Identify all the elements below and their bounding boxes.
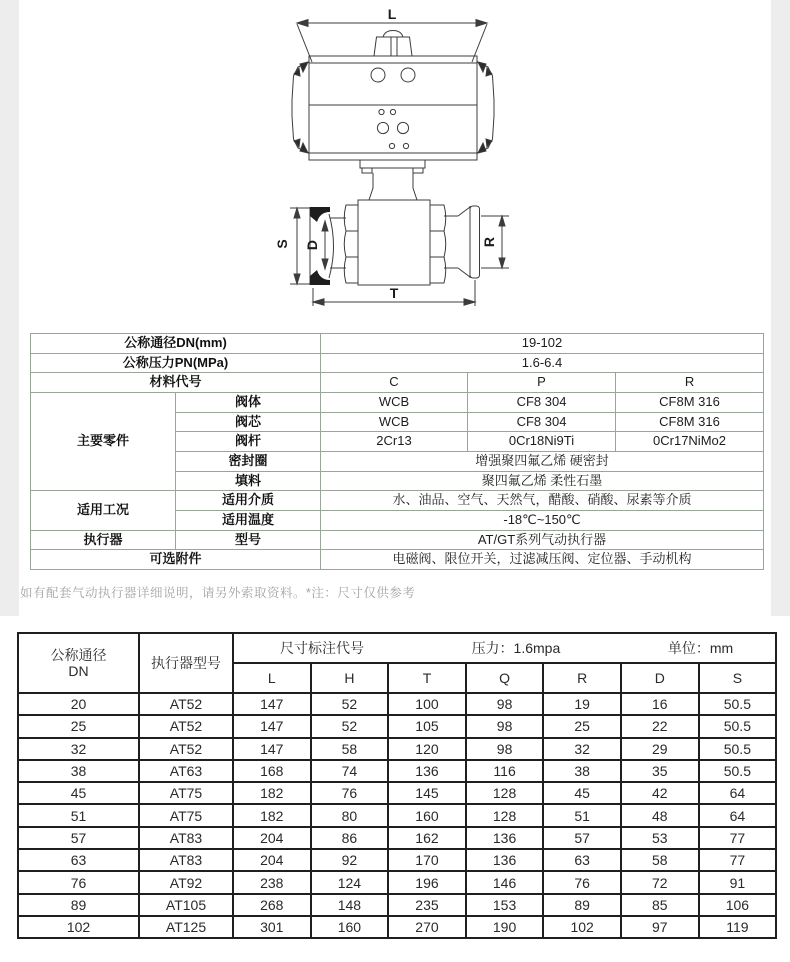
table-cell: 170 [388, 849, 466, 871]
table-cell: 57 [18, 827, 139, 849]
table-cell: 29 [621, 738, 699, 760]
table-cell: 58 [311, 738, 389, 760]
param-label: 公称压力PN(MPa) [31, 353, 321, 373]
table-cell: 238 [233, 871, 311, 893]
param-value: P [468, 373, 616, 393]
table-cell: 64 [699, 804, 777, 826]
param-value: C [321, 373, 468, 393]
dim-label-L: L [387, 6, 397, 22]
table-row [18, 849, 776, 871]
table-cell: 98 [466, 715, 544, 737]
table-row [31, 353, 764, 373]
table-cell: 102 [543, 916, 621, 938]
param-value: -18℃~150℃ [321, 510, 764, 530]
table-row [31, 392, 764, 412]
table-row [18, 894, 776, 916]
valve-technical-drawing [0, 0, 790, 330]
table-row [31, 550, 764, 570]
table-cell: 16 [621, 693, 699, 715]
table-cell: 19 [543, 693, 621, 715]
table-row [18, 916, 776, 938]
table-cell: 85 [621, 894, 699, 916]
table-cell: 182 [233, 782, 311, 804]
table-cell: AT52 [139, 715, 233, 737]
table-cell: 52 [311, 693, 389, 715]
table-cell: 76 [311, 782, 389, 804]
param-value: CF8 304 [468, 412, 616, 432]
table-cell: 102 [18, 916, 139, 938]
table-cell: 146 [466, 871, 544, 893]
table-cell: 160 [388, 804, 466, 826]
table-cell: 42 [621, 782, 699, 804]
table-cell: 32 [18, 738, 139, 760]
param-value: WCB [321, 392, 468, 412]
table-cell: 128 [466, 782, 544, 804]
table-cell: 147 [233, 738, 311, 760]
param-label: 适用介质 [176, 491, 321, 511]
table-cell: 45 [18, 782, 139, 804]
column-header-T: T [388, 663, 466, 693]
param-label: 型号 [176, 530, 321, 550]
table-cell: 57 [543, 827, 621, 849]
table-cell: 153 [466, 894, 544, 916]
unit-label: 单位：mm [667, 639, 734, 656]
param-label: 公称通径DN(mm) [31, 334, 321, 354]
table-cell: AT63 [139, 760, 233, 782]
table-cell: 106 [699, 894, 777, 916]
table-row [18, 871, 776, 893]
param-value: R [616, 373, 764, 393]
param-value: CF8M 316 [616, 412, 764, 432]
dim-label-T: T [389, 285, 399, 301]
param-value: 电磁阀、限位开关，过滤减压阀、定位器、手动机构 [321, 550, 764, 570]
param-value: 1.6-6.4 [321, 353, 764, 373]
table-cell: 89 [543, 894, 621, 916]
table-cell: AT52 [139, 738, 233, 760]
table-cell: 168 [233, 760, 311, 782]
dimension-table-title [233, 633, 776, 663]
table-row [18, 782, 776, 804]
table-cell: 89 [18, 894, 139, 916]
table-cell: AT75 [139, 804, 233, 826]
table-cell: AT75 [139, 782, 233, 804]
column-header-R: R [543, 663, 621, 693]
column-header-dn-line2: DN [68, 663, 89, 679]
table-cell: 72 [621, 871, 699, 893]
table-cell: 38 [543, 760, 621, 782]
table-cell: 136 [388, 760, 466, 782]
table-cell: 162 [388, 827, 466, 849]
table-cell: 196 [388, 871, 466, 893]
param-group-label: 主要零件 [31, 392, 176, 490]
param-group-label: 适用工况 [31, 491, 176, 530]
column-header-S: S [699, 663, 777, 693]
param-value: 聚四氟乙烯 柔性石墨 [321, 471, 764, 491]
column-header-Q: Q [466, 663, 544, 693]
table-cell: 50.5 [699, 693, 777, 715]
table-row [18, 693, 776, 715]
param-value: 0Cr17NiMo2 [616, 432, 764, 452]
param-value: CF8 304 [468, 392, 616, 412]
param-label: 阀杆 [176, 432, 321, 452]
table-cell: 235 [388, 894, 466, 916]
dimension-table [17, 632, 777, 939]
table-cell: 63 [543, 849, 621, 871]
table-cell: 64 [699, 782, 777, 804]
dimension-table-body [18, 693, 776, 938]
dim-label-R: R [481, 236, 497, 248]
param-value: 2Cr13 [321, 432, 468, 452]
table-row [31, 334, 764, 354]
table-cell: 97 [621, 916, 699, 938]
table-cell: 74 [311, 760, 389, 782]
param-label: 密封圈 [176, 451, 321, 471]
table-cell: 190 [466, 916, 544, 938]
table-cell: AT83 [139, 849, 233, 871]
table-cell: 182 [233, 804, 311, 826]
table-row [18, 804, 776, 826]
param-value: AT/GT系列气动执行器 [321, 530, 764, 550]
table-cell: 76 [18, 871, 139, 893]
table-cell: AT83 [139, 827, 233, 849]
table-cell: 51 [18, 804, 139, 826]
pressure-label: 压力：1.6mpa [471, 639, 561, 656]
table-cell: 100 [388, 693, 466, 715]
column-header-dn-line1: 公称通径 [50, 646, 107, 663]
table-cell: 48 [621, 804, 699, 826]
table-cell: 160 [311, 916, 389, 938]
table-row [31, 491, 764, 511]
table-cell: 98 [466, 693, 544, 715]
table-cell: 91 [699, 871, 777, 893]
dim-code-label: 尺寸标注代号 [280, 639, 364, 656]
table-row [18, 715, 776, 737]
table-cell: 77 [699, 827, 777, 849]
table-cell: 120 [388, 738, 466, 760]
table-cell: 148 [311, 894, 389, 916]
param-value: 19-102 [321, 334, 764, 354]
table-cell: 77 [699, 849, 777, 871]
table-cell: 136 [466, 849, 544, 871]
table-cell: 204 [233, 849, 311, 871]
table-row [18, 827, 776, 849]
table-cell: 270 [388, 916, 466, 938]
table-cell: 32 [543, 738, 621, 760]
table-cell: 301 [233, 916, 311, 938]
param-label: 可选附件 [31, 550, 321, 570]
table-row [18, 760, 776, 782]
param-value: 0Cr18Ni9Ti [468, 432, 616, 452]
table-cell: 204 [233, 827, 311, 849]
table-header-row [18, 633, 776, 663]
param-label: 材料代号 [31, 373, 321, 393]
table-row [31, 530, 764, 550]
param-label: 阀芯 [176, 412, 321, 432]
param-value: 水、油品、空气、天然气，醋酸、硝酸、尿素等介质 [321, 491, 764, 511]
column-header-L: L [233, 663, 311, 693]
param-value: WCB [321, 412, 468, 432]
table-cell: 86 [311, 827, 389, 849]
table-cell: 268 [233, 894, 311, 916]
table-cell: AT105 [139, 894, 233, 916]
table-cell: 20 [18, 693, 139, 715]
table-cell: 145 [388, 782, 466, 804]
dim-label-S: S [274, 239, 290, 249]
table-cell: 50.5 [699, 738, 777, 760]
table-cell: AT52 [139, 693, 233, 715]
table-cell: 50.5 [699, 760, 777, 782]
table-cell: 51 [543, 804, 621, 826]
table-cell: 128 [466, 804, 544, 826]
param-value: CF8M 316 [616, 392, 764, 412]
table-cell: AT125 [139, 916, 233, 938]
table-cell: 80 [311, 804, 389, 826]
column-header-actuator-model: 执行器型号 [139, 633, 233, 693]
table-cell: 45 [543, 782, 621, 804]
table-row [18, 738, 776, 760]
table-row [31, 373, 764, 393]
valve-parameters-table [30, 333, 764, 570]
column-header-D: D [621, 663, 699, 693]
table-cell: 38 [18, 760, 139, 782]
table-cell: 25 [543, 715, 621, 737]
table-cell: 53 [621, 827, 699, 849]
column-header-dn [18, 633, 139, 693]
table-cell: 50.5 [699, 715, 777, 737]
param-group-label: 执行器 [31, 530, 176, 550]
param-label: 填料 [176, 471, 321, 491]
table-cell: 119 [699, 916, 777, 938]
table-cell: 76 [543, 871, 621, 893]
table-cell: 63 [18, 849, 139, 871]
table-cell: 147 [233, 715, 311, 737]
table-cell: 22 [621, 715, 699, 737]
column-header-H: H [311, 663, 389, 693]
dim-label-D: D [304, 239, 320, 251]
table-cell: 58 [621, 849, 699, 871]
table-cell: 92 [311, 849, 389, 871]
table-cell: 105 [388, 715, 466, 737]
table-cell: 52 [311, 715, 389, 737]
param-label: 阀体 [176, 392, 321, 412]
table-cell: AT92 [139, 871, 233, 893]
table-cell: 25 [18, 715, 139, 737]
table-cell: 116 [466, 760, 544, 782]
table-cell: 98 [466, 738, 544, 760]
footnote-text: 如有配套气动执行器详细说明，请另外索取资料。*注：尺寸仅供参考 [20, 586, 416, 600]
param-label: 适用温度 [176, 510, 321, 530]
table-cell: 124 [311, 871, 389, 893]
table-cell: 147 [233, 693, 311, 715]
table-cell: 35 [621, 760, 699, 782]
param-value: 增强聚四氟乙烯 硬密封 [321, 451, 764, 471]
table-cell: 136 [466, 827, 544, 849]
